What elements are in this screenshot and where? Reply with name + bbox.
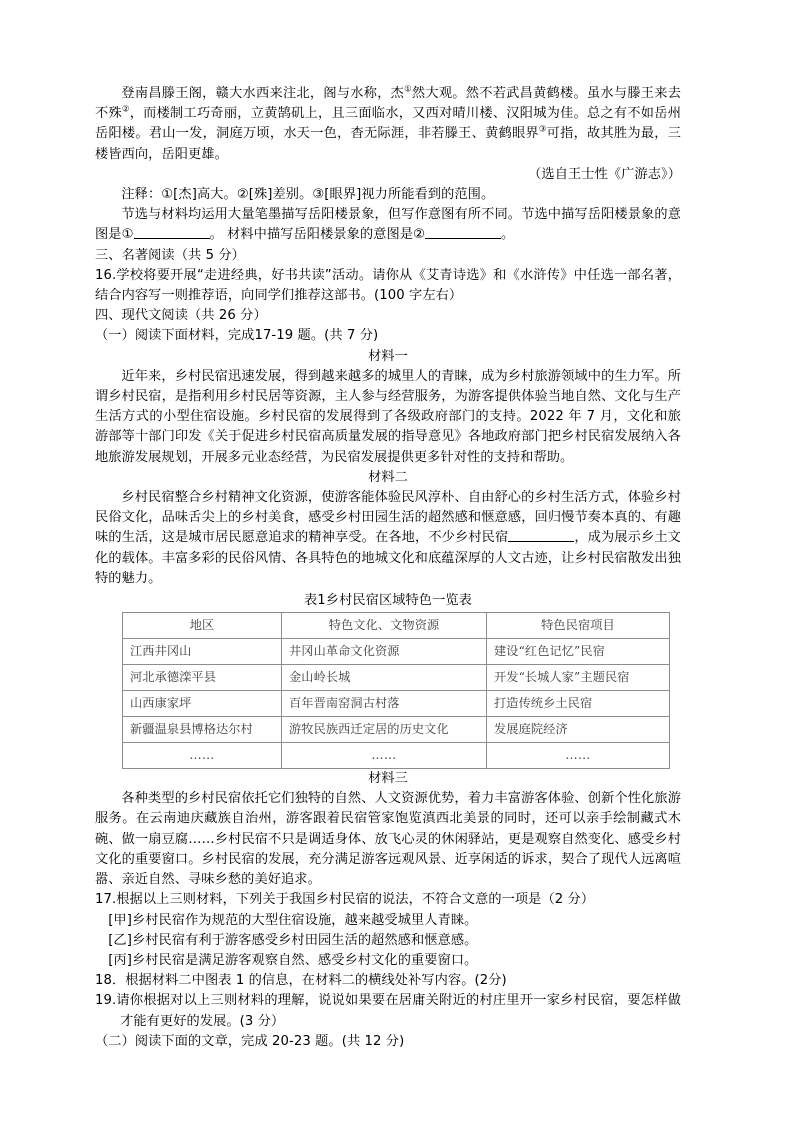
- classical-text-part3: ，而楼制工巧奇丽，立黄鹄矶上，且三面临水，又西对晴川楼、汉阳城为佳。总之有不如岳州岳阳楼。君山一发，洞庭万顷，水天一色，杳无际涯，非若滕王、黄鹤眼界: [95, 106, 681, 142]
- fill-task-text-a: 节选与材料均运用大量笔墨描写岳阳楼景象，但写作意图有所不同。节选中描写岳阳楼景象的意图是①: [95, 207, 681, 243]
- table-cell-project: 建设“红色记忆”民宿: [487, 639, 670, 665]
- material-one-body: 近年来，乡村民宿迅速发展，得到越来越多的城里人的青睐，成为乡村旅游领域中的生力军。所谓乡村民宿，是指利用乡村民居等资源，主人参与经营服务，为游客提供体验当地自然、文化与生产生活方式的小型住宿设施。乡村民宿的发展得到了各级政府部门的支持。2022 年 7 月，文化和旅游部等十部门印发《关于促进乡村民宿高质量发展的指导意见》各地政府部门把乡村民宿发展纳入各地旅游发展规划，开展多元业态经营，为民宿发展提供更多针对性的支持和帮助。: [95, 368, 681, 465]
- subsection-one: （一）阅读下面材料，完成17-19 题。(共 7 分): [95, 328, 379, 344]
- material-three-body: 各种类型的乡村民宿依托它们独特的自然、人文资源优势，着力丰富游客体验、创新个性化旅游服务。在云南迪庆藏族自治州，游客跟着民宿管家饱览滇西北美景的同时，还可以亲手绘制藏式木碗、做一扇豆腐……乡村民宿不只是调适身体、放飞心灵的休闲驿站，更是观察自然变化、感受乡村文化的重要窗口。乡村民宿的发展，充分满足游客远观风景、近享闲适的诉求，契合了现代人远离喧嚣、亲近自然、寻味乡愁的美好追求。: [95, 791, 681, 888]
- table-caption: 表1乡村民宿区域特色一览表: [304, 593, 472, 609]
- table-cell-region: 新疆温泉县博格达尔村: [123, 717, 282, 743]
- classical-text-part2: 然大观。然不若武昌黄鹤楼。虽水与滕王来去不殊: [95, 86, 682, 122]
- table-row: [123, 691, 670, 717]
- question-17-option-bing: [丙]乡村民宿是满足游客观察自然、感受乡村文化的重要窗口。: [108, 952, 478, 968]
- classical-notes: 注释：①[杰]高大。②[殊]差别。③[眼界]视力所能看到的范围。: [121, 187, 495, 203]
- table-body: [123, 613, 670, 769]
- classical-passage: [95, 84, 681, 165]
- section-heading-masterpiece: 三、名著阅读（共 5 分）: [95, 247, 245, 263]
- table-cell-project: 打造传统乡土民宿: [487, 691, 670, 717]
- homestay-region-table: [122, 612, 670, 769]
- table-cell-region: 山西康家坪: [123, 691, 282, 717]
- question-17-option-yi: [乙]乡村民宿有利于游客感受乡村田园生活的超然感和惬意感。: [108, 932, 478, 948]
- subsection-two: （二）阅读下面的文章，完成 20-23 题。(共 12 分): [95, 1033, 405, 1049]
- table-cell-culture: 游牧民族西迁定居的历史文化: [282, 717, 487, 743]
- classical-text-part1: 登南昌滕王阁，赣大水西来注北，阁与水称，杰: [121, 86, 405, 101]
- note-marker-3: ③: [538, 124, 547, 135]
- fill-task-text-b: 。 材料中描写岳阳楼景象的意图是②: [209, 227, 426, 243]
- answer-blank-3[interactable]: [508, 529, 574, 543]
- fill-task-text-c: 。: [501, 227, 515, 243]
- table-row: [123, 717, 670, 743]
- table-row: [123, 665, 670, 691]
- classical-fill-task: [95, 205, 681, 245]
- classical-text-part4: 可指，故其胜为最，三楼皆西向，岳阳更雄。: [95, 126, 682, 162]
- answer-blank-2[interactable]: [425, 226, 501, 240]
- table-cell-region: 江西井冈山: [123, 639, 282, 665]
- table-header-region: 地区: [123, 613, 282, 639]
- table-cell-region: 河北承德滦平县: [123, 665, 282, 691]
- question-16: 16.学校将要开展“走进经典，好书共读”活动。请你从《艾青诗选》和《水浒传》中任选一部名著，结合内容写一则推荐语，向同学们推荐这部书。(100 字左右）: [95, 267, 681, 304]
- table-cell-culture: 井冈山革命文化资源: [282, 639, 487, 665]
- note-marker-1: ①: [404, 83, 412, 94]
- table-cell-project: ……: [487, 743, 670, 769]
- table-cell-project: 开发“长城人家”主题民宿: [487, 665, 670, 691]
- material-three-title: 材料三: [368, 771, 408, 787]
- table-cell-culture: 金山岭长城: [282, 665, 487, 691]
- table-header-culture: 特色文化、文物资源: [282, 613, 487, 639]
- material-two-text-b: ，成为展示乡土文化的载体。丰富多彩的民俗风情、各具特色的地城文化和底蕴深厚的人文古迹，让乡村民宿散发出独特的魅力。: [95, 530, 681, 586]
- question-19: 19.请你根据对以上三则材料的理解，说说如果要在居庸关附近的村庄里开一家乡村民宿，要怎样做才能有更好的发展。(3 分）: [95, 993, 681, 1029]
- material-one-title: 材料一: [368, 348, 408, 364]
- note-marker-2: ②: [121, 103, 130, 114]
- question-17-option-jia: [甲]乡村民宿作为规范的大型住宿设施，越来越受城里人青睐。: [108, 912, 478, 928]
- answer-blank-1[interactable]: [134, 226, 210, 240]
- material-two-text-a: 乡村民宿整合乡村精神文化资源，使游客能体验民风淳朴、自由舒心的乡村生活方式，体验乡村民俗文化，品味舌尖上的乡村美食，感受乡村田园生活的超然感和惬意感，回归慢节奏本真的、有趣味的生活，这是城市居民愿意追求的精神享受。在各地，不少乡村民宿: [95, 490, 681, 546]
- document-body: [95, 84, 681, 1052]
- table-row-ellipsis: [123, 743, 670, 769]
- table-cell-culture: ……: [282, 743, 487, 769]
- question-17-stem: 17.根据以上三则材料，下列关于我国乡村民宿的说法，不符合文意的一项是（2 分）: [95, 892, 595, 908]
- table-header-project: 特色民宿项目: [487, 613, 670, 639]
- classical-source: （选自王士性《广游志》）: [528, 166, 681, 182]
- material-two-title: 材料二: [368, 469, 408, 485]
- section-heading-modern: 四、现代文阅读（共 26 分）: [95, 308, 267, 324]
- question-18: 18．根据材料二中图表 1 的信息，在材料二的横线处补写内容。(2分): [95, 973, 507, 989]
- table-header-row: [123, 613, 670, 639]
- table-row: [123, 639, 670, 665]
- material-two-body: [95, 488, 681, 589]
- table-cell-region: ……: [123, 743, 282, 769]
- table-cell-culture: 百年晋南窑洞古村落: [282, 691, 487, 717]
- table-cell-project: 发展庭院经济: [487, 717, 670, 743]
